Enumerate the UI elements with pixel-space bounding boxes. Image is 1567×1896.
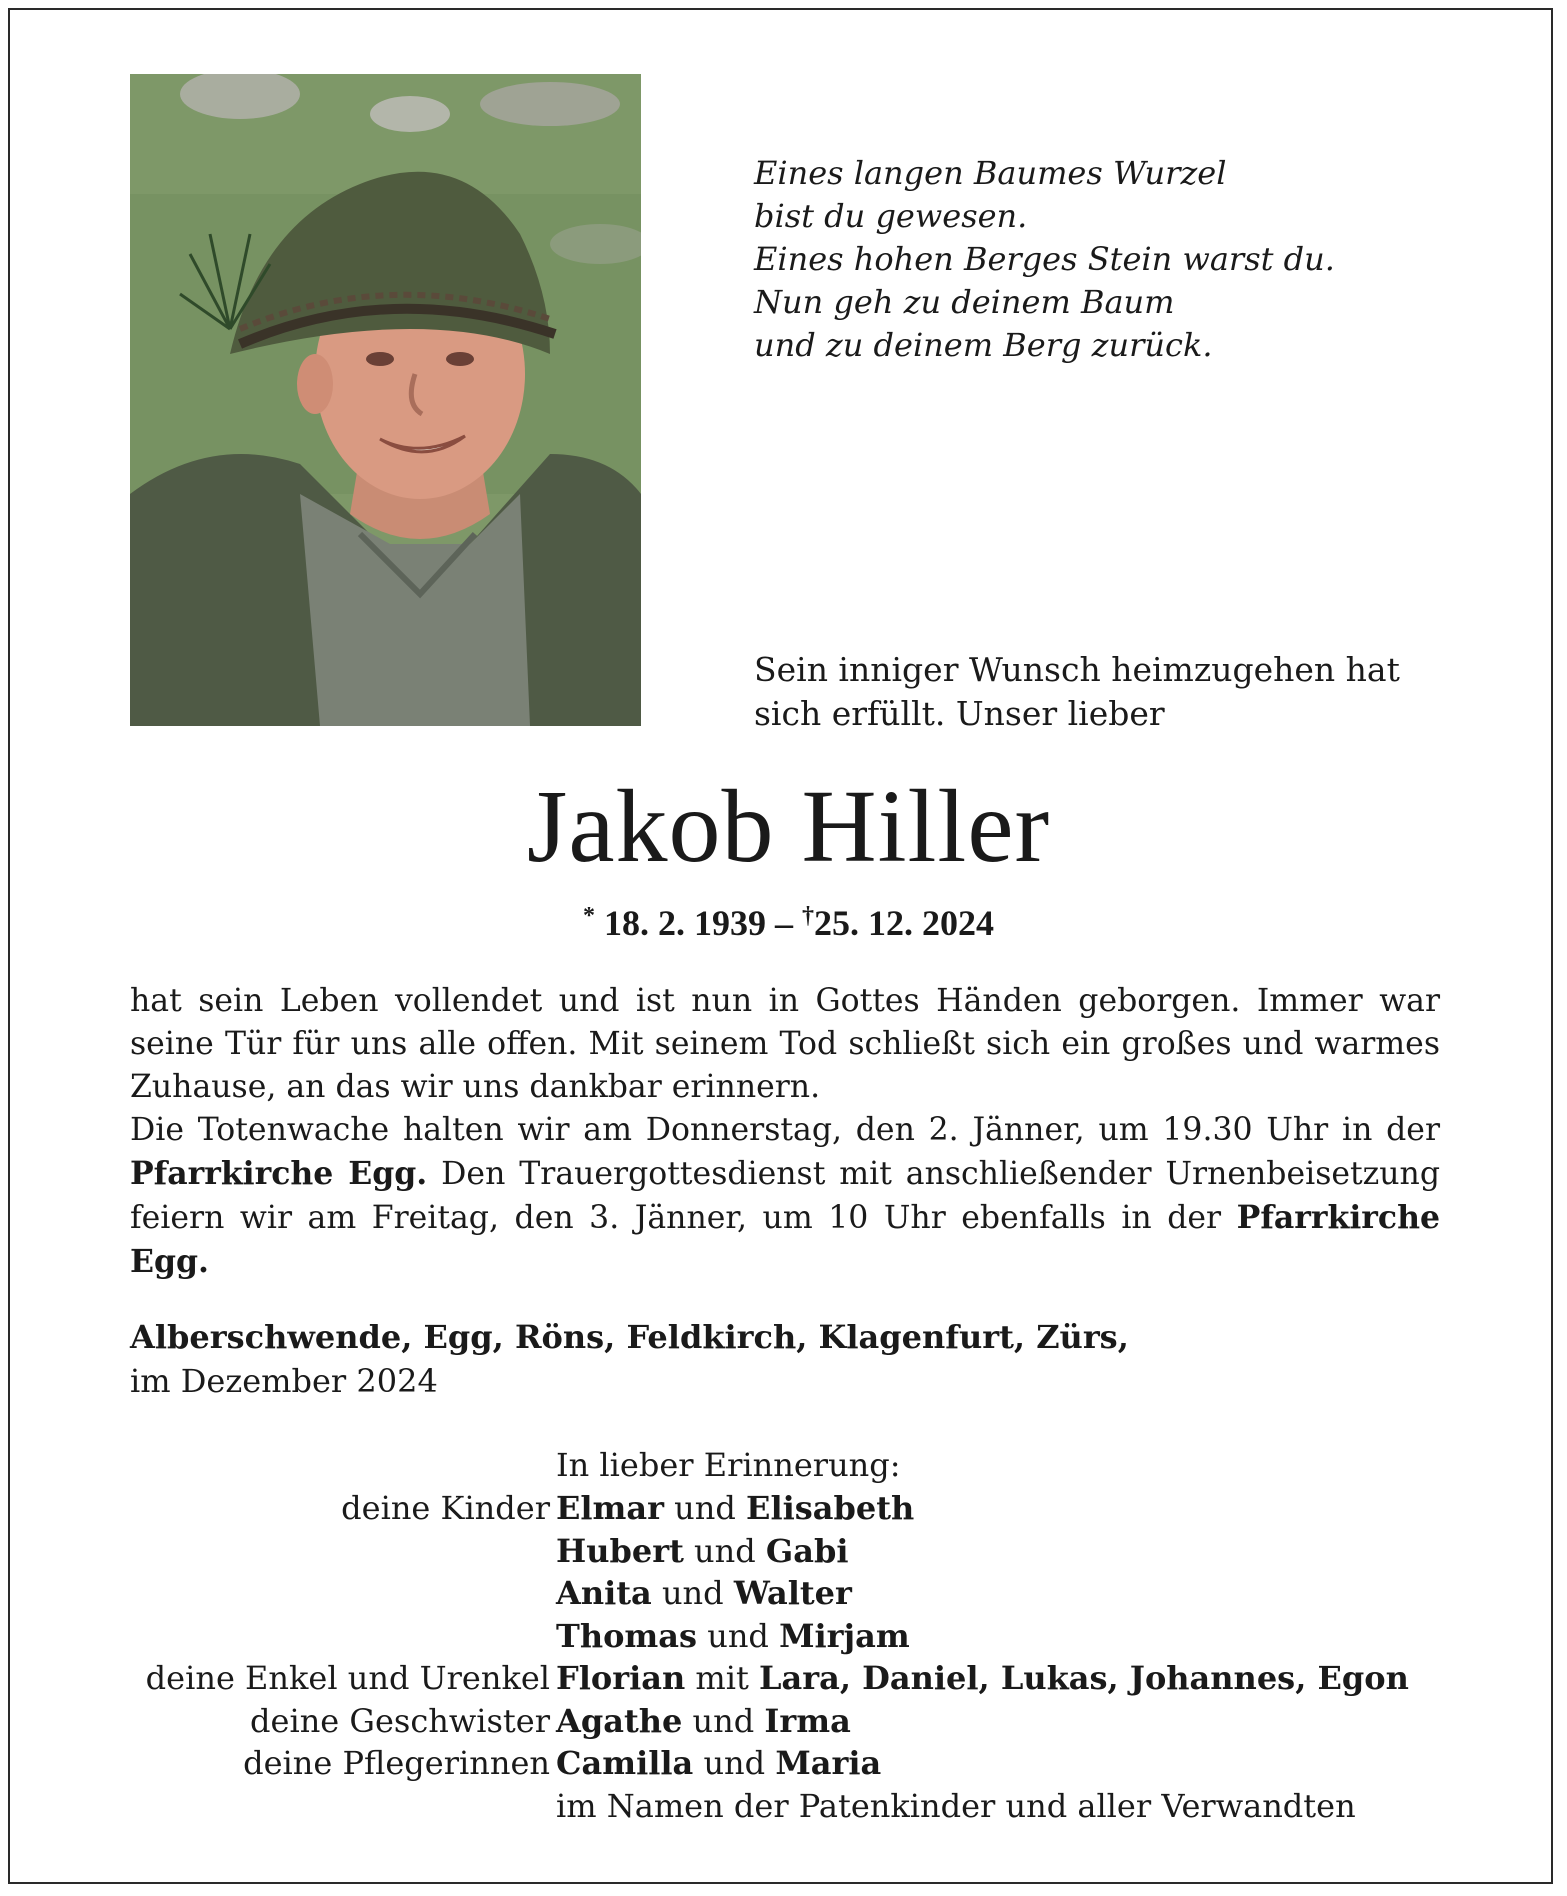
- mourner-name: Lara, Daniel, Lukas, Johannes, Egon: [759, 1659, 1409, 1697]
- mourner-names: [556, 1700, 851, 1743]
- life-dates: [0, 902, 1567, 944]
- birth-mark: *: [583, 903, 595, 929]
- relation-label: deine Geschwister: [250, 1701, 550, 1740]
- death-mark: †: [802, 903, 814, 929]
- mourner-name: Irma: [764, 1701, 851, 1740]
- mourner-name: Gabi: [765, 1531, 849, 1570]
- poem: [754, 152, 1335, 367]
- mourner-name: Elisabeth: [746, 1489, 915, 1527]
- mourner-name: Anita: [556, 1574, 652, 1612]
- church-name: Pfarrkirche Egg.: [130, 1155, 428, 1192]
- mourner-name: Thomas: [556, 1616, 698, 1655]
- conjunction: und: [694, 1531, 756, 1570]
- poem-line: Eines langen Baumes Wurzel: [754, 154, 1227, 192]
- poem-line: bist du gewesen.: [754, 197, 1028, 235]
- intro-line: Sein inniger Wunsch heimzugehen hat: [754, 650, 1400, 689]
- vigil-text: Die Totenwache halten wir am Donnerstag, den 2. Jänner, um 19.30 Uhr in der: [130, 1112, 1440, 1148]
- mourner-name: Hubert: [556, 1531, 684, 1570]
- mourner-names: [556, 1615, 910, 1658]
- relation-label: deine Kinder: [341, 1489, 550, 1527]
- mourner-name: Florian: [556, 1659, 686, 1697]
- conjunction: und: [692, 1701, 755, 1740]
- places-block: [130, 1315, 1129, 1403]
- mourner-names: [556, 1487, 914, 1530]
- body-paragraph: [130, 1109, 1440, 1284]
- closing-line: im Namen der Patenkinder und aller Verwandten: [556, 1786, 1356, 1825]
- mourners-list: [0, 1487, 1567, 1827]
- body-paragraph: hat sein Leben vollendet und ist nun in Gottes Händen geborgen. Immer war seine Tür für uns alle offen. Mit seinem Tod schließt sich ein großes und warmes Zuhause, an das wir uns dankbar erinnern.: [130, 983, 1440, 1105]
- mourner-row: [0, 1657, 1567, 1700]
- mourner-name: Mirjam: [779, 1616, 910, 1655]
- relation-label: deine Enkel und Urenkel: [145, 1659, 550, 1697]
- mourner-names: [556, 1742, 881, 1785]
- mourner-row: [0, 1572, 1567, 1615]
- death-date: 25. 12. 2024: [814, 903, 994, 943]
- conjunction: und: [661, 1574, 724, 1612]
- intro-line: sich erfüllt. Unser lieber: [754, 694, 1165, 733]
- mourner-name: Maria: [775, 1744, 882, 1782]
- birth-date: 18. 2. 1939: [604, 903, 766, 943]
- mourner-row: [0, 1700, 1567, 1743]
- mourner-name: Agathe: [556, 1701, 683, 1740]
- town-list: Alberschwende, Egg, Röns, Feldkirch, Klagenfurt, Zürs,: [130, 1318, 1129, 1356]
- memory-heading: In lieber Erinnerung:: [556, 1446, 901, 1484]
- poem-line: Nun geh zu deinem Baum: [754, 283, 1175, 321]
- church-name: Pfarrkirche Egg.: [130, 1199, 1441, 1280]
- mourner-row: [0, 1785, 1567, 1828]
- mourner-name: Elmar: [556, 1489, 664, 1527]
- conjunction: mit: [695, 1659, 749, 1697]
- place-date: im Dezember 2024: [130, 1362, 438, 1400]
- mourner-row: [0, 1530, 1567, 1573]
- portrait-photo: [130, 74, 641, 726]
- service-text: Den Trauergottesdienst mit anschließender Urnenbeisetzung feiern wir am Freitag, den 3. Jänner, um 10 Uhr ebenfalls in der: [130, 1156, 1440, 1236]
- mourner-names: [556, 1530, 849, 1573]
- mourner-row: [0, 1615, 1567, 1658]
- mourner-names: [556, 1657, 1409, 1700]
- date-dash: –: [775, 903, 793, 943]
- intro-text: [754, 648, 1454, 736]
- conjunction: und: [707, 1616, 769, 1655]
- mourner-names: [556, 1572, 852, 1615]
- mourner-name: Walter: [733, 1574, 852, 1612]
- poem-line: Eines hohen Berges Stein warst du.: [754, 240, 1335, 278]
- obituary-body: [130, 980, 1440, 1284]
- mourner-row: [0, 1742, 1567, 1785]
- relation-label: deine Pflegerinnen: [243, 1744, 550, 1782]
- deceased-name: Jakob Hiller: [526, 769, 1051, 884]
- conjunction: und: [674, 1489, 736, 1527]
- mourner-row: [0, 1487, 1567, 1530]
- poem-line: und zu deinem Berg zurück.: [754, 326, 1213, 364]
- conjunction: und: [703, 1744, 766, 1782]
- mourner-name: Camilla: [556, 1744, 694, 1782]
